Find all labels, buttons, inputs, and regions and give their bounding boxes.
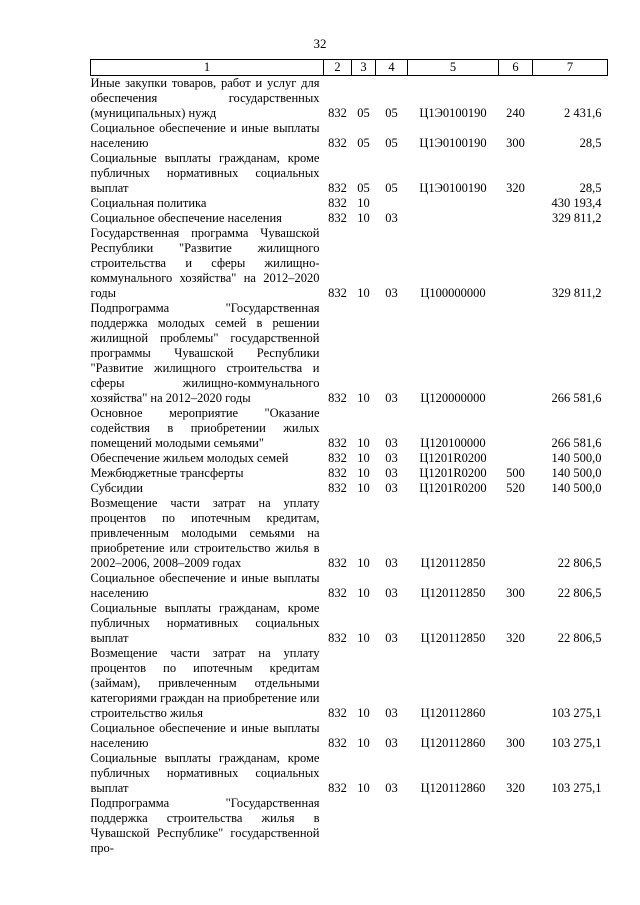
row-target-article: Ц120112860 — [420, 781, 486, 795]
row-target-article: Ц1201R0200 — [419, 481, 487, 495]
row-amount: 28,5 — [579, 181, 602, 195]
row-amount: 28,5 — [579, 136, 602, 150]
row-ministry-code: 832 — [328, 556, 347, 570]
row-subsection-code: 03 — [385, 736, 398, 750]
table-header — [91, 60, 608, 76]
table-row — [91, 466, 608, 481]
row-amount: 329 811,2 — [551, 286, 602, 300]
row-subsection-code: 03 — [385, 286, 398, 300]
row-target-article: Ц120112860 — [420, 736, 486, 750]
row-section-code — [352, 796, 376, 856]
row-amount: 266 581,6 — [551, 436, 602, 450]
row-subsection-code: 03 — [385, 781, 398, 795]
row-section-code: 10 — [357, 631, 370, 645]
row-ministry-code: 832 — [328, 136, 347, 150]
row-section-code: 10 — [357, 706, 370, 720]
table-row — [91, 451, 608, 466]
row-ministry-code: 832 — [328, 481, 347, 495]
row-expense-type — [499, 646, 533, 721]
row-amount: 103 275,1 — [551, 706, 602, 720]
row-amount: 103 275,1 — [551, 781, 602, 795]
row-ministry-code: 832 — [328, 781, 347, 795]
row-target-article — [408, 211, 499, 226]
row-amount: 103 275,1 — [551, 736, 602, 750]
row-expense-type: 300 — [506, 136, 525, 150]
row-target-article: Ц120000000 — [420, 391, 486, 405]
row-subsection-code: 03 — [385, 391, 398, 405]
row-ministry-code: 832 — [328, 586, 347, 600]
table-row — [91, 301, 608, 406]
row-section-code: 10 — [357, 781, 370, 795]
row-name: Подпрограмма "Государственная поддержка строительства жилья в Чувашской Республике" государственной про- — [90, 796, 320, 855]
row-section-code: 10 — [357, 451, 370, 465]
table-row — [91, 571, 608, 601]
row-subsection-code: 03 — [385, 556, 398, 570]
header-col-3: 3 — [352, 60, 376, 76]
header-col-7: 7 — [533, 60, 608, 76]
row-expense-type — [499, 196, 533, 211]
row-name: Социальное обеспечение и иные выплаты населению — [90, 571, 320, 600]
row-name: Социальное обеспечение населения — [90, 211, 282, 225]
row-subsection-code: 03 — [385, 586, 398, 600]
budget-table — [90, 59, 608, 856]
header-col-5: 5 — [408, 60, 499, 76]
row-expense-type: 500 — [506, 466, 525, 480]
row-subsection-code: 03 — [385, 451, 398, 465]
table-row — [91, 121, 608, 151]
table-row — [91, 151, 608, 196]
row-expense-type — [499, 301, 533, 406]
row-target-article: Ц120112850 — [420, 586, 486, 600]
table-row — [91, 196, 608, 211]
row-subsection-code: 05 — [385, 106, 398, 120]
row-name: Социальная политика — [90, 196, 207, 210]
page-number: 32 — [313, 36, 327, 51]
row-section-code: 10 — [357, 211, 370, 225]
row-expense-type: 320 — [506, 781, 525, 795]
row-expense-type: 520 — [506, 481, 525, 495]
row-expense-type: 320 — [506, 631, 525, 645]
row-section-code: 10 — [357, 391, 370, 405]
row-amount: 2 431,6 — [564, 106, 602, 120]
row-ministry-code: 832 — [328, 436, 347, 450]
row-subsection-code: 05 — [385, 136, 398, 150]
row-section-code: 10 — [357, 556, 370, 570]
row-name: Межбюджетные трансферты — [90, 466, 244, 480]
row-section-code: 05 — [357, 181, 370, 195]
row-amount: 430 193,4 — [551, 196, 602, 210]
row-subsection-code: 03 — [385, 631, 398, 645]
table-row — [91, 796, 608, 856]
row-subsection-code — [376, 196, 408, 211]
row-section-code: 10 — [357, 466, 370, 480]
row-subsection-code: 03 — [385, 706, 398, 720]
row-name: Социальные выплаты гражданам, кроме публичных нормативных социальных выплат — [90, 151, 320, 195]
row-expense-type: 300 — [506, 586, 525, 600]
row-target-article: Ц120112850 — [420, 631, 486, 645]
row-section-code: 10 — [357, 196, 370, 210]
row-subsection-code: 03 — [385, 436, 398, 450]
table-row — [91, 496, 608, 571]
table-row — [91, 721, 608, 751]
row-target-article: Ц100000000 — [420, 286, 486, 300]
row-section-code: 10 — [357, 436, 370, 450]
row-ministry-code: 832 — [328, 181, 347, 195]
row-amount: 329 811,2 — [551, 211, 602, 225]
row-section-code: 10 — [357, 286, 370, 300]
row-subsection-code: 03 — [385, 211, 398, 225]
row-ministry-code: 832 — [328, 106, 347, 120]
row-name: Субсидии — [90, 481, 143, 495]
table-row — [91, 211, 608, 226]
row-ministry-code: 832 — [328, 211, 347, 225]
table-body — [91, 76, 608, 857]
row-name: Социальные выплаты гражданам, кроме публичных нормативных социальных выплат — [90, 601, 320, 645]
row-amount: 140 500,0 — [551, 466, 602, 480]
row-target-article: Ц1201R0200 — [419, 466, 487, 480]
row-ministry-code: 832 — [328, 391, 347, 405]
row-ministry-code — [324, 796, 352, 856]
row-subsection-code — [376, 796, 408, 856]
row-ministry-code: 832 — [328, 631, 347, 645]
table-row — [91, 601, 608, 646]
row-ministry-code: 832 — [328, 736, 347, 750]
header-col-1: 1 — [91, 60, 324, 76]
row-name: Социальное обеспечение и иные выплаты населению — [90, 121, 320, 150]
row-target-article: Ц120100000 — [420, 436, 486, 450]
header-row — [91, 60, 608, 76]
row-amount: 22 806,5 — [557, 631, 602, 645]
row-name: Социальное обеспечение и иные выплаты населению — [90, 721, 320, 750]
row-amount: 22 806,5 — [557, 556, 602, 570]
row-subsection-code: 03 — [385, 466, 398, 480]
table-row — [91, 751, 608, 796]
row-ministry-code: 832 — [328, 706, 347, 720]
row-section-code: 10 — [357, 586, 370, 600]
row-expense-type: 300 — [506, 736, 525, 750]
header-col-2: 2 — [324, 60, 352, 76]
header-col-4: 4 — [376, 60, 408, 76]
row-name: Обеспечение жильем молодых семей — [90, 451, 289, 465]
row-name: Подпрограмма "Государственная поддержка молодых семей в решении жилищной проблемы" государственной программы Чувашской Республики "Развитие жилищного строительства и сферы жилищно-коммунального хозяйства" на 2012–2020 годы — [90, 301, 320, 405]
row-name: Возмещение части затрат на уплату процентов по ипотечным кредитам, привлеченным молодыми семьями на приобретение или строительство жилья в 2002–2006, 2008–2009 годах — [90, 496, 320, 570]
row-expense-type — [499, 211, 533, 226]
row-name: Основное мероприятие "Оказание содействия в приобретении жилых помещений молодыми семьями" — [90, 406, 320, 450]
row-ministry-code: 832 — [328, 451, 347, 465]
row-ministry-code: 832 — [328, 196, 347, 210]
row-expense-type — [499, 406, 533, 451]
row-target-article — [408, 796, 499, 856]
row-subsection-code: 03 — [385, 481, 398, 495]
row-section-code: 05 — [357, 106, 370, 120]
row-ministry-code: 832 — [328, 286, 347, 300]
row-section-code: 10 — [357, 481, 370, 495]
row-amount — [533, 796, 608, 856]
row-target-article: Ц1Э0100190 — [419, 136, 487, 150]
row-expense-type — [499, 226, 533, 301]
table-row — [91, 226, 608, 301]
row-expense-type — [499, 796, 533, 856]
row-target-article — [408, 196, 499, 211]
table-row — [91, 646, 608, 721]
row-target-article: Ц1Э0100190 — [419, 181, 487, 195]
row-amount: 140 500,0 — [551, 451, 602, 465]
row-expense-type — [499, 496, 533, 571]
row-target-article: Ц1201R0200 — [419, 451, 487, 465]
table-row — [91, 76, 608, 122]
row-expense-type: 320 — [506, 181, 525, 195]
row-name: Иные закупки товаров, работ и услуг для обеспечения государственных (муниципальных) нужд — [90, 76, 320, 120]
header-col-6: 6 — [499, 60, 533, 76]
row-amount: 140 500,0 — [551, 481, 602, 495]
row-section-code: 05 — [357, 136, 370, 150]
row-target-article: Ц120112860 — [420, 706, 486, 720]
row-ministry-code: 832 — [328, 466, 347, 480]
row-target-article: Ц1Э0100190 — [419, 106, 487, 120]
row-expense-type: 240 — [506, 106, 525, 120]
row-name: Государственная программа Чувашской Республики "Развитие жилищного строительства и сферы жилищно-коммунального хозяйства" на 2012–2020 годы — [90, 226, 320, 300]
row-amount: 22 806,5 — [557, 586, 602, 600]
row-name: Возмещение части затрат на уплату процентов по ипотечным кредитам (займам), привлеченным отдельными категориями граждан на приобретение или строительство жилья — [90, 646, 320, 720]
row-target-article: Ц120112850 — [420, 556, 486, 570]
table-row — [91, 406, 608, 451]
row-subsection-code: 05 — [385, 181, 398, 195]
table-row — [91, 481, 608, 496]
row-section-code: 10 — [357, 736, 370, 750]
row-expense-type — [499, 451, 533, 466]
row-name: Социальные выплаты гражданам, кроме публичных нормативных социальных выплат — [90, 751, 320, 795]
row-amount: 266 581,6 — [551, 391, 602, 405]
